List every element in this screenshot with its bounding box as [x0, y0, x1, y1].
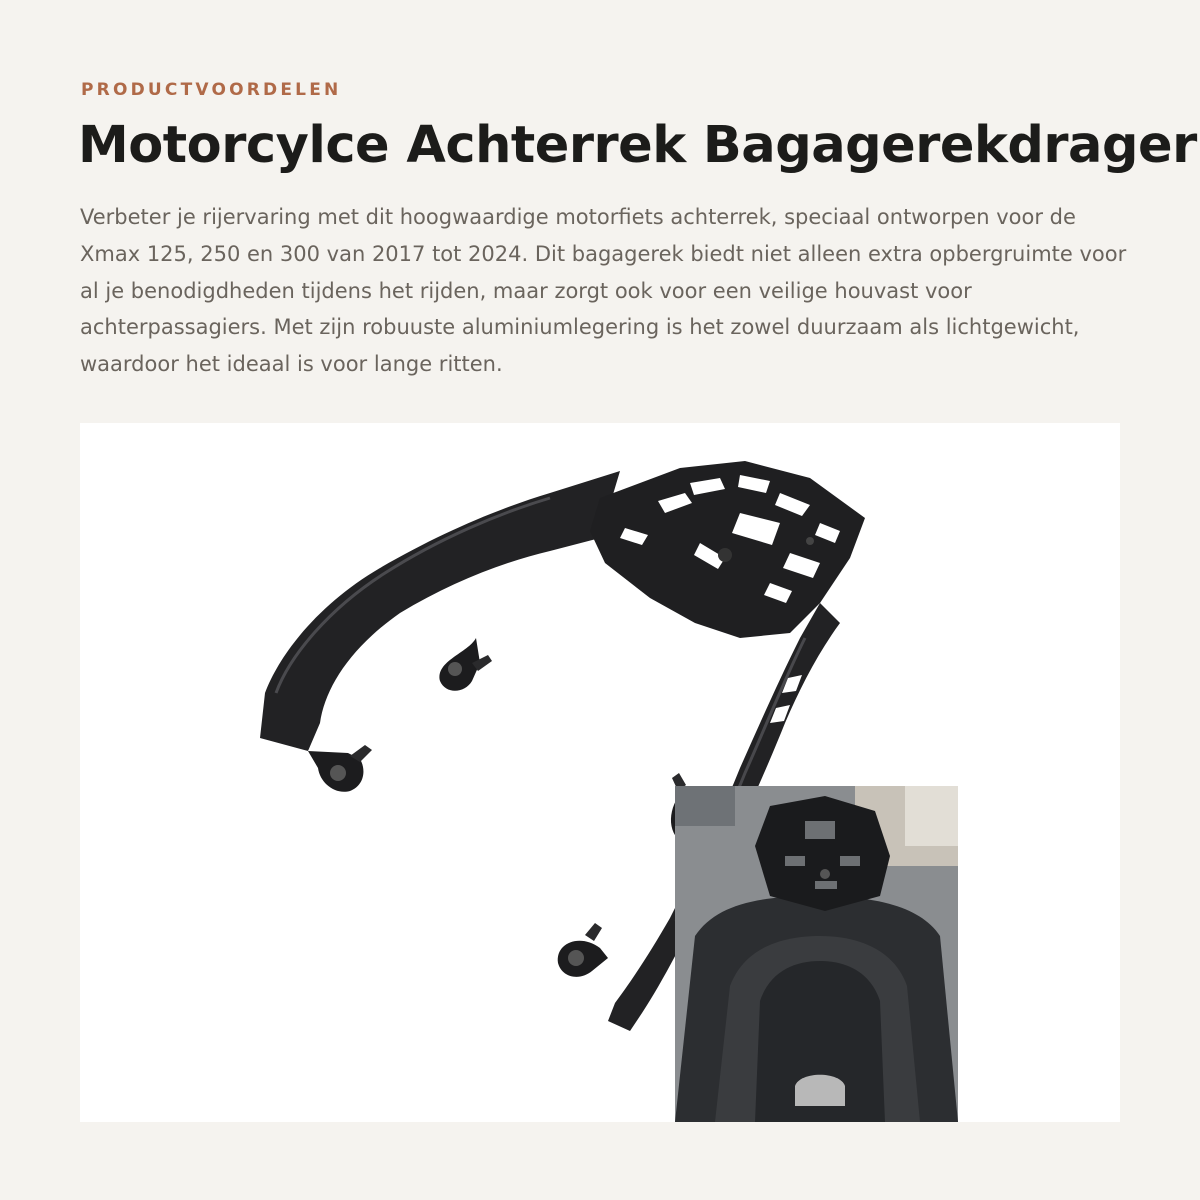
rack-product-image: [80, 423, 1120, 1122]
product-title: Motorcylce Achterrek Bagagerekdrager: [78, 116, 1197, 175]
rack-mounted-inset-photo: [675, 786, 958, 1122]
section-eyebrow: PRODUCTVOORDELEN: [81, 80, 342, 100]
scooter-seat-image: [675, 786, 958, 1122]
product-image-panel: [80, 423, 1120, 1122]
product-description: Verbeter je rijervaring met dit hoogwaardige motorfiets achterrek, speciaal ontworpen voor de Xmax 125, 250 en 300 van 2017 tot 2024. Dit bagagerek biedt niet alleen extra opbergruimte voor al je benodigdheden tijdens het rijden, maar zorgt ook voor een veilige houvast voor achterpassagiers. Met zijn robuuste aluminiumlegering is het zowel duurzaam als lichtgewicht, waardoor het ideaal is voor lange ritten.: [80, 205, 1127, 377]
